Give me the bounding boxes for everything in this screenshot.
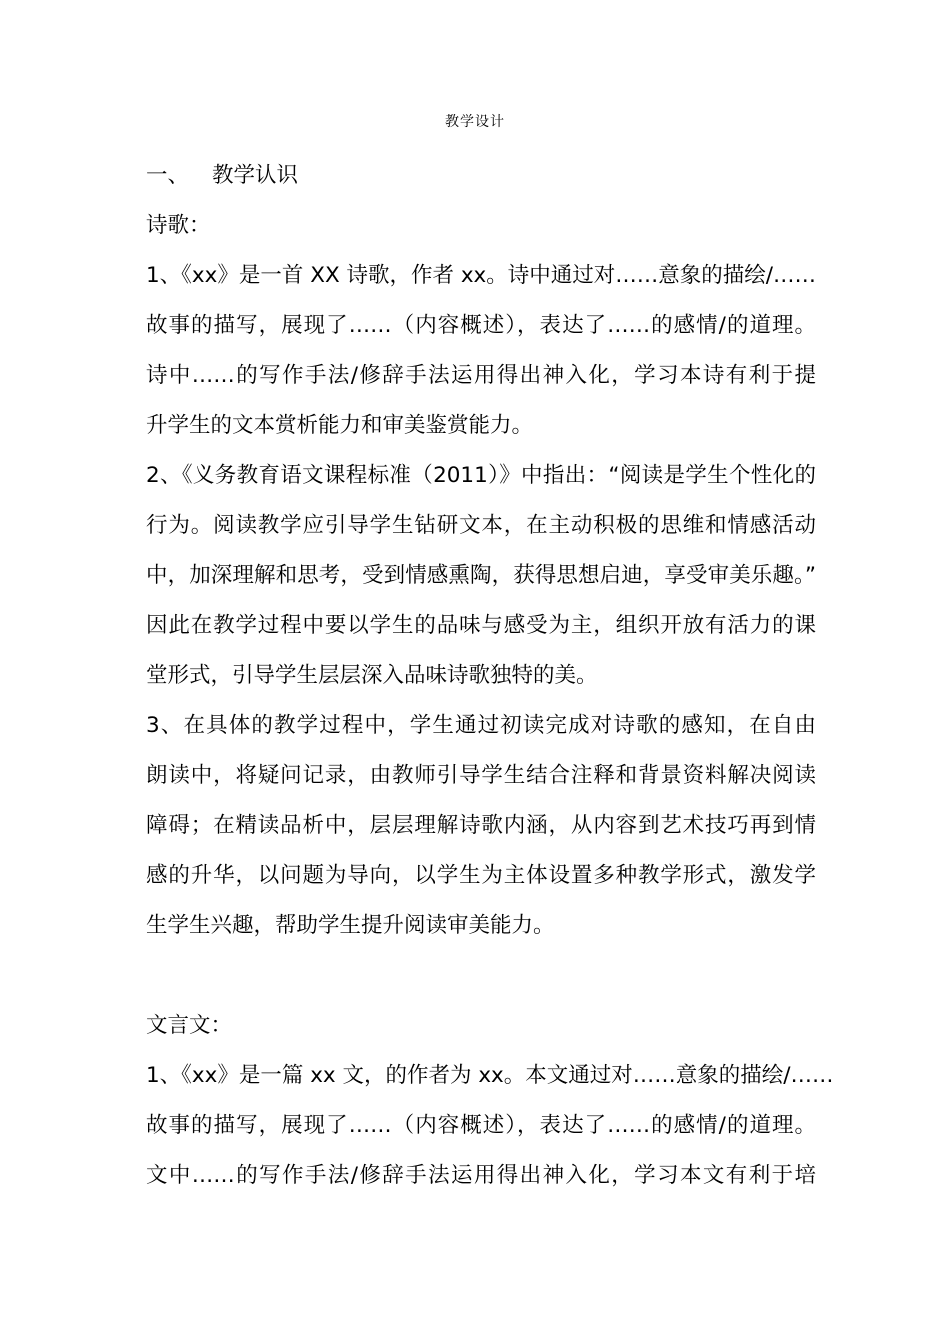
- section-title: 教学认识: [212, 163, 299, 188]
- text-line: 因此在教学过程中要以学生的品味与感受为主，组织开放有活力的课: [146, 613, 816, 638]
- text-line: 1、《xx》是一篇 xx 文，的作者为 xx。本文通过对……意象的描绘/……: [146, 1063, 834, 1088]
- text-line: 行为。阅读教学应引导学生钻研文本，在主动积极的思维和情感活动: [146, 513, 816, 538]
- text-line: 2、《义务教育语文课程标准（2011）》中指出：“阅读是学生个性化的: [146, 463, 816, 488]
- poetry-paragraphs: [146, 251, 816, 951]
- text-line: 诗中……的写作手法/修辞手法运用得出神入化，学习本诗有利于提: [146, 363, 816, 388]
- text-line: 升学生的文本赏析能力和审美鉴赏能力。: [146, 413, 534, 438]
- text-line: 故事的描写，展现了……（内容概述），表达了……的感情/的道理。: [146, 1113, 816, 1138]
- poetry-label: 诗歌：: [146, 213, 211, 238]
- classical-paragraphs: [146, 1051, 834, 1201]
- section-number: 一、: [146, 163, 190, 188]
- text-line: 文中……的写作手法/修辞手法运用得出神入化，学习本文有利于培: [146, 1163, 816, 1188]
- text-line: 朗读中，将疑问记录，由教师引导学生结合注释和背景资料解决阅读: [146, 763, 816, 788]
- text-line: 中，加深理解和思考，受到情感熏陶，获得思想启迪，享受审美乐趣。”: [146, 563, 816, 588]
- text-line: 生学生兴趣，帮助学生提升阅读审美能力。: [146, 913, 555, 938]
- classical-label: 文言文：: [146, 1013, 233, 1038]
- text-line: 障碍；在精读品析中，层层理解诗歌内涵，从内容到艺术技巧再到情: [146, 813, 816, 838]
- section-heading: [146, 151, 816, 201]
- text-line: 3、在具体的教学过程中，学生通过初读完成对诗歌的感知，在自由: [146, 713, 816, 738]
- document-title: 教学设计: [445, 114, 505, 130]
- document-body: [146, 151, 834, 1201]
- text-line: 1、《xx》是一首 XX 诗歌，作者 xx。诗中通过对……意象的描绘/……: [146, 263, 817, 288]
- text-line: 感的升华，以问题为导向，以学生为主体设置多种教学形式，激发学: [146, 863, 816, 888]
- paragraph-gap: [146, 951, 816, 1001]
- text-line: 故事的描写，展现了……（内容概述），表达了……的感情/的道理。: [146, 313, 816, 338]
- text-line: 堂形式，引导学生层层深入品味诗歌独特的美。: [146, 663, 598, 688]
